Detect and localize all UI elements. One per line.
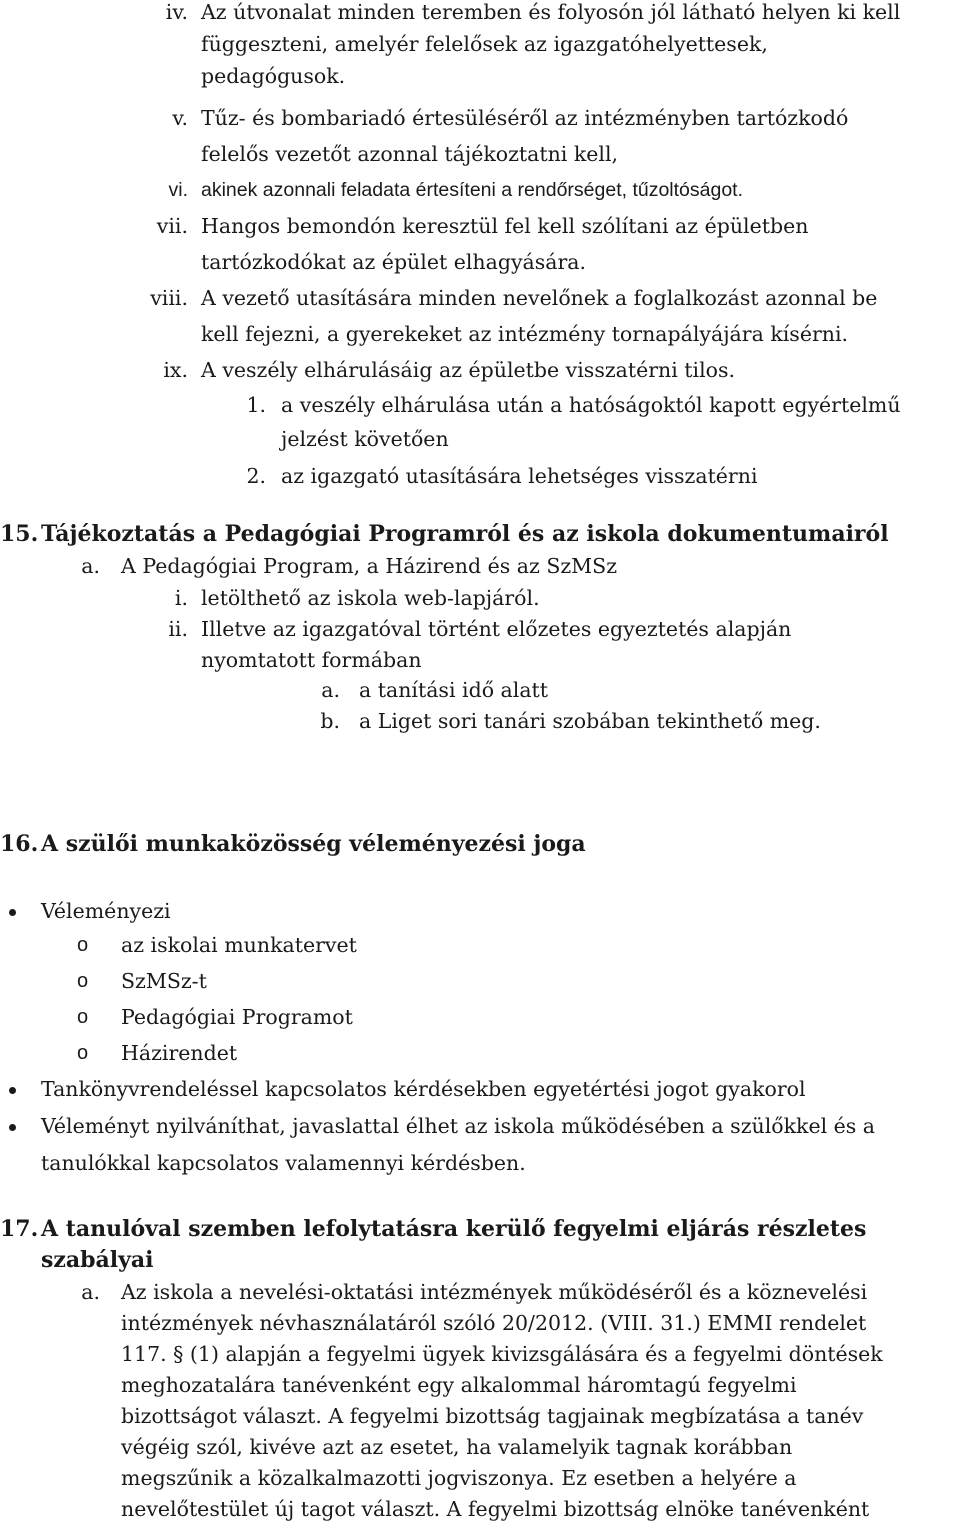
list-item-line: a tanítási idő alatt (359, 678, 549, 702)
list-item-line: Tűz- és bombariadó értesüléséről az intézményben tartózkodó (201, 106, 849, 130)
bullet-item: tanulókkal kapcsolatos valamennyi kérdésben. (41, 1151, 526, 1175)
bullet-icon (9, 1087, 16, 1094)
section-title: A tanulóval szemben lefolytatásra kerülő fegyelmi eljárás részletes (41, 1216, 867, 1242)
list-item-line: a Liget sori tanári szobában tekinthető meg. (359, 709, 821, 733)
bullet-icon (9, 1124, 16, 1131)
list-item-line: függeszteni, amelyér felelősek az igazgatóhelyettesek, (201, 32, 768, 56)
paragraph-line: Az iskola a nevelési-oktatási intézmények működéséről és a köznevelési (121, 1280, 868, 1304)
list-item-line: akinek azonnali feladata értesíteni a rendőrséget, tűzoltóságot. (201, 179, 744, 201)
bullet-item: Tankönyvrendeléssel kapcsolatos kérdésekben egyetértési jogot gyakorol (41, 1077, 806, 1101)
circle-bullet-icon: o (77, 1042, 89, 1064)
list-item-line: jelzést követően (281, 427, 449, 451)
circle-bullet-icon: o (77, 970, 89, 992)
list-number: v. (172, 106, 188, 130)
sub-bullet-item: Házirendet (121, 1041, 238, 1065)
list-item-line: A Pedagógiai Program, a Házirend és az SzMSz (121, 554, 618, 578)
bullet-item: Véleményezi (41, 899, 171, 923)
list-item-line: Illetve az igazgatóval történt előzetes egyeztetés alapján (201, 617, 792, 641)
list-number: vi. (168, 179, 188, 201)
list-item-line: tartózkodókat az épület elhagyására. (201, 250, 587, 274)
list-number: a. (321, 678, 340, 702)
list-number: ix. (163, 358, 188, 382)
paragraph-line: nevelőtestület új tagot választ. A fegyelmi bizottság elnöke tanévenként (121, 1497, 870, 1521)
section-title: szabályai (41, 1247, 154, 1273)
sub-bullet-item: Pedagógiai Programot (121, 1005, 353, 1029)
list-item-line: Az útvonalat minden teremben és folyosón jól látható helyen ki kell (201, 0, 901, 24)
list-item-line: A vezető utasítására minden nevelőnek a foglalkozást azonnal be (201, 286, 878, 310)
list-number: iv. (165, 0, 188, 24)
paragraph-line: meghozatalára tanévenként egy alkalommal háromtagú fegyelmi (121, 1373, 797, 1397)
paragraph-line: megszűnik a közalkalmazotti jogviszonya. Ez esetben a helyére a (121, 1466, 797, 1490)
list-number: 2. (246, 464, 266, 488)
circle-bullet-icon: o (77, 934, 89, 956)
list-number: a. (81, 1280, 100, 1304)
list-number: vii. (156, 214, 188, 238)
sub-bullet-item: SzMSz-t (121, 969, 207, 993)
circle-bullet-icon: o (77, 1006, 89, 1028)
list-item-line: A veszély elhárulásáig az épületbe visszatérni tilos. (201, 358, 736, 382)
list-number: b. (320, 709, 340, 733)
list-item-line: Hangos bemondón keresztül fel kell szólítani az épületben (201, 214, 809, 238)
paragraph-line: 117. § (1) alapján a fegyelmi ügyek kivizsgálására és a fegyelmi döntések (121, 1342, 883, 1366)
paragraph-line: intézmények névhasználatáról szóló 20/2012. (VIII. 31.) EMMI rendelet (121, 1311, 867, 1335)
paragraph-line: bizottságot választ. A fegyelmi bizottság tagjainak megbízatása a tanév (121, 1404, 864, 1428)
section-number: 15. (0, 521, 39, 547)
list-item-line: nyomtatott formában (201, 648, 422, 672)
list-item-line: kell fejezni, a gyerekeket az intézmény tornapályájára kísérni. (201, 322, 849, 346)
list-item-line: az igazgató utasítására lehetséges visszatérni (281, 464, 758, 488)
list-item-line: a veszély elhárulása után a hatóságoktól kapott egyértelmű (281, 393, 901, 417)
list-number: i. (174, 586, 188, 610)
list-number: viii. (150, 286, 188, 310)
paragraph-line: végéig szól, kivéve azt az esetet, ha valamelyik tagnak korábban (121, 1435, 793, 1459)
list-number: a. (81, 554, 100, 578)
section-number: 17. (0, 1216, 39, 1242)
section-title: A szülői munkaközösség véleményezési joga (41, 831, 586, 857)
section-number: 16. (0, 831, 39, 857)
section-title: Tájékoztatás a Pedagógiai Programról és az iskola dokumentumairól (41, 521, 889, 547)
bullet-icon (9, 909, 16, 916)
list-item-line: felelős vezetőt azonnal tájékoztatni kell, (201, 142, 619, 166)
list-item-line: pedagógusok. (201, 64, 346, 88)
list-number: 1. (246, 393, 266, 417)
list-number: ii. (168, 617, 188, 641)
list-item-line: letölthető az iskola web-lapjáról. (201, 586, 540, 610)
sub-bullet-item: az iskolai munkatervet (121, 933, 357, 957)
bullet-item: Véleményt nyilváníthat, javaslattal élhet az iskola működésében a szülőkkel és a (41, 1114, 876, 1138)
